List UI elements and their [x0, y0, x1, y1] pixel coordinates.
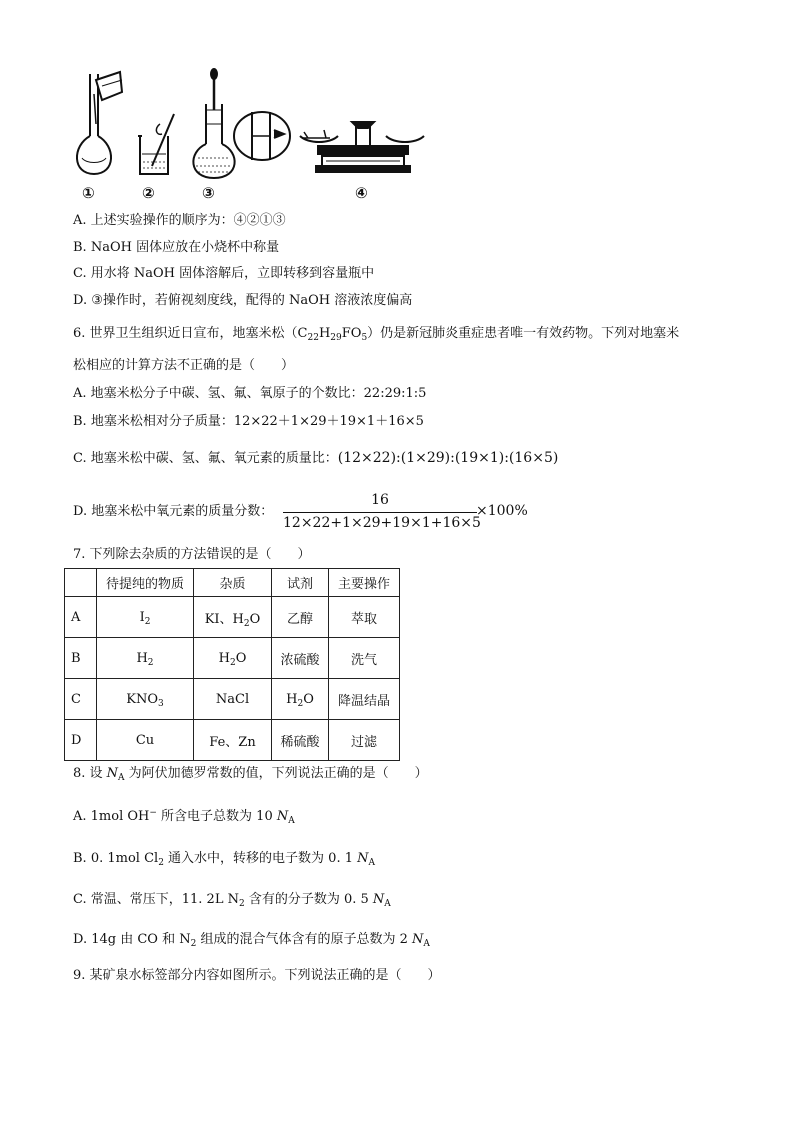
table-header-cell: 杂质	[194, 569, 272, 597]
impurity-cell: NaCl	[194, 679, 272, 720]
q9-stem: 9. 某矿泉水标签部分内容如图所示。下列说法正确的是（ ）	[73, 968, 441, 983]
table-header-cell: 待提纯的物质	[97, 569, 194, 597]
q6-option-b: B. 地塞米松相对分子质量：12×22＋1×29＋19×1＋16×5	[73, 414, 424, 429]
reagent-cell: 稀硫酸	[272, 720, 329, 761]
fraction-numerator: 16	[371, 492, 389, 508]
table-row	[65, 638, 400, 679]
figure-label-4: ④	[355, 184, 368, 202]
row-id: D	[65, 720, 97, 761]
q5-option-c: C. 用水将 NaOH 固体溶解后，立即转移到容量瓶中	[73, 266, 375, 281]
q8-option-d: D. 14g 由 CO 和 $N_2$ 组成的混合气体含有的原子总数为 2 $N_A$	[73, 932, 430, 949]
table-header-row	[65, 569, 400, 597]
q8-option-a: A. 1mol OH− 所含电子总数为 10 $N_A$	[73, 808, 295, 826]
q5-option-a: A. 上述实验操作的顺序为：④②①③	[73, 213, 286, 228]
operation-cell: 过滤	[329, 720, 400, 761]
substance-cell: Cu	[97, 720, 194, 761]
operation-cell: 萃取	[329, 597, 400, 638]
substance-cell: $KNO_3$	[97, 679, 194, 720]
operation-cell: 降温结晶	[329, 679, 400, 720]
volumetric-flask-pouring-icon	[77, 72, 122, 174]
q6-stem-post: ）仍是新冠肺炎重症患者唯一有效药物。下列对地塞米	[367, 326, 680, 341]
q6-option-c	[73, 449, 558, 468]
table-header-cell: 试剂	[272, 569, 329, 597]
q6-stem	[73, 325, 679, 343]
beaker-stirring-icon	[138, 114, 174, 174]
q6-option-c-label: C. 地塞米松中碳、氢、氟、氧元素的质量比：	[73, 451, 338, 466]
substance-cell: $I_2$	[97, 597, 194, 638]
apparatus-drawing	[68, 66, 438, 206]
impurity-cell: $H_2O$	[194, 638, 272, 679]
q6-option-a: A. 地塞米松分子中碳、氢、氟、氧原子的个数比：22:29:1:5	[73, 386, 427, 401]
q6-stem-line2: 松相应的计算方法不正确的是（ ）	[73, 358, 295, 373]
table-row	[65, 597, 400, 638]
q6-option-d-fraction	[283, 492, 481, 531]
q6-option-d-tail: ×100%	[476, 503, 528, 519]
table-header-cell	[65, 569, 97, 597]
q6-option-d: D. 地塞米松中氧元素的质量分数：	[73, 504, 274, 519]
q6-stem-pre: 6. 世界卫生组织近日宣布，地塞米松（	[73, 326, 298, 341]
figure-label-1: ①	[82, 184, 95, 202]
q6-option-c-expression: (12×22):(1×29):(19×1):(16×5)	[337, 450, 559, 466]
figure-label-2: ②	[142, 184, 155, 202]
balance-scale-icon	[300, 122, 424, 172]
table-header-cell: 主要操作	[329, 569, 400, 597]
row-id: A	[65, 597, 97, 638]
q8-stem: 8. 设 $N_A$ 为阿伏加德罗常数的值，下列说法正确的是（ ）	[73, 766, 428, 783]
fraction-bar	[283, 512, 477, 513]
q8-option-c: C. 常温、常压下，11. 2L $N_2$ 含有的分子数为 0. 5 $N_A$	[73, 892, 391, 909]
q7-stem: 7. 下列除去杂质的方法错误的是（ ）	[73, 547, 311, 562]
impurity-cell: Fe、Zn	[194, 720, 272, 761]
q5-option-b: B. NaOH 固体应放在小烧杯中称量	[73, 240, 280, 255]
q5-option-d: D. ③操作时，若俯视刻度线，配得的 NaOH 溶液浓度偏高	[73, 293, 413, 308]
reagent-cell: $H_2O$	[272, 679, 329, 720]
operation-cell: 洗气	[329, 638, 400, 679]
magnified-meniscus-icon	[234, 112, 290, 160]
apparatus-figure	[68, 66, 438, 206]
reagent-cell: 乙醇	[272, 597, 329, 638]
q8-option-b: B. 0. 1mol $Cl_2$ 通入水中，转移的电子数为 0. 1 $N_A$	[73, 851, 376, 868]
figure-label-3: ③	[202, 184, 215, 202]
reagent-cell: 浓硫酸	[272, 638, 329, 679]
flask-dropper-icon	[193, 69, 234, 178]
fraction-denominator: 12×22+1×29+19×1+16×5	[283, 515, 481, 531]
impurity-removal-table	[64, 568, 400, 761]
substance-cell: $H_2$	[97, 638, 194, 679]
table-row	[65, 720, 400, 761]
row-id: B	[65, 638, 97, 679]
dexamethasone-formula: $C_{22}H_{29}FO_5$	[297, 326, 368, 343]
impurity-cell: KI、$H_2O$	[194, 597, 272, 638]
row-id: C	[65, 679, 97, 720]
table-row	[65, 679, 400, 720]
